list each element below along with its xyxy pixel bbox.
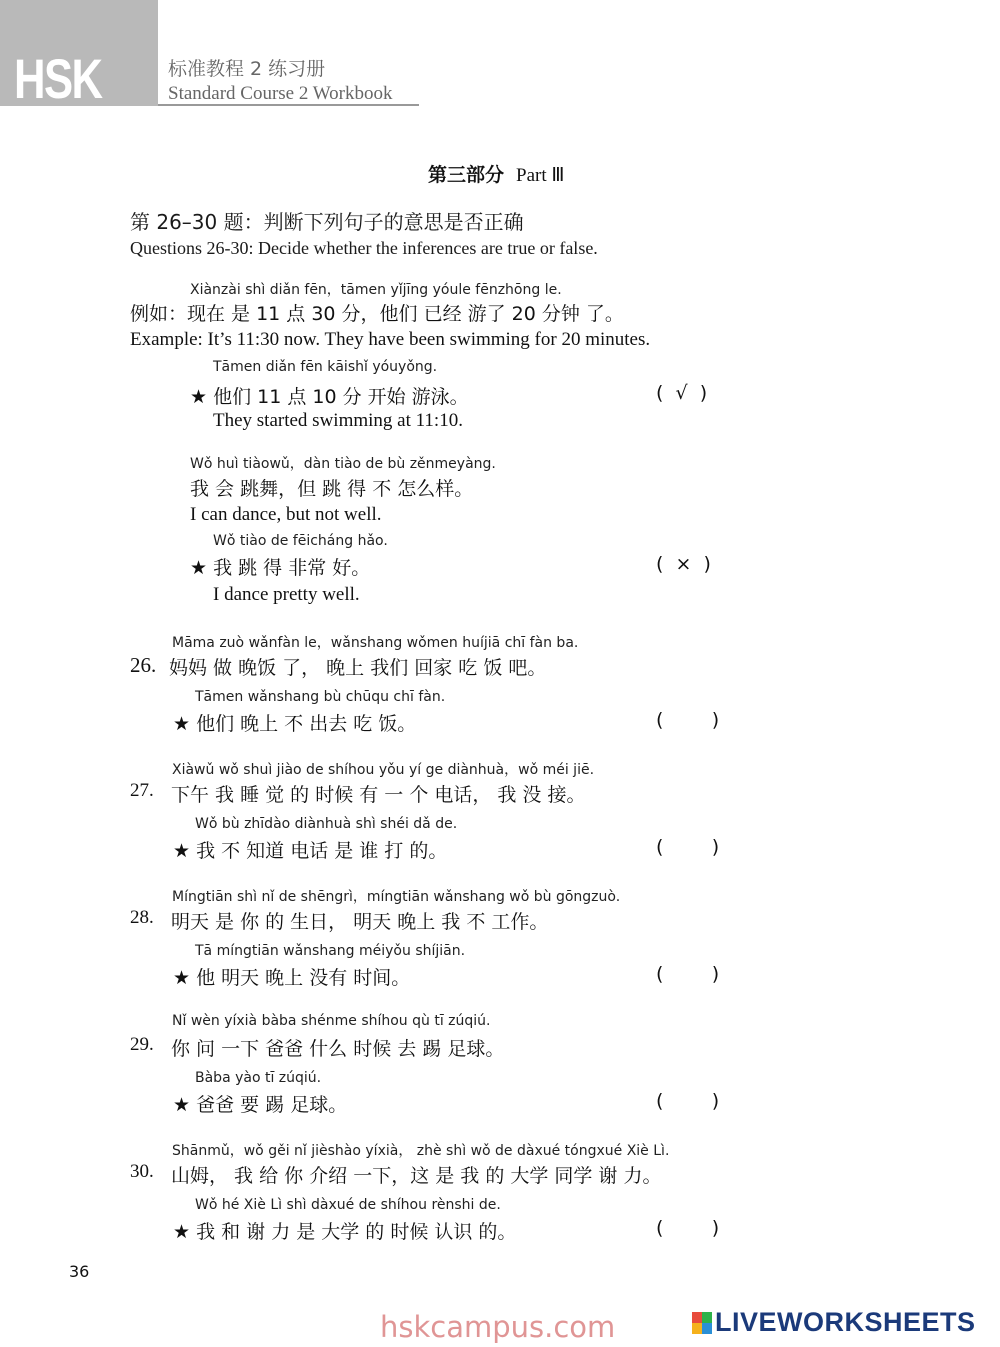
instructions-zh: 第 26–30 题：判断下列句子的意思是否正确 — [130, 210, 524, 234]
example2-star-english: I dance pretty well. — [213, 584, 360, 605]
page-number: 36 — [69, 1262, 90, 1281]
header-title-zh: 标准教程 2 练习册 — [168, 58, 326, 80]
q26-star-pinyin: Tāmen wǎnshang bù chūqu chī fàn. — [195, 689, 446, 705]
q29-pinyin: Nǐ wèn yíxià bàba shénme shíhou qù tī zúqiú. — [172, 1013, 491, 1029]
instructions-en: Questions 26-30: Decide whether the inferences are true or false. — [130, 238, 598, 258]
q30-number: 30. — [130, 1161, 154, 1182]
q30-hanzi: 山姆， 我 给 你 介绍 一下，这 是 我 的 大学 同学 谢 力。 — [171, 1165, 662, 1187]
example2-star-hanzi: ★ 我 跳 得 非常 好。 — [190, 557, 371, 579]
logo-square-1 — [692, 1312, 702, 1323]
q26-pinyin: Māma zuò wǎnfàn le，wǎnshang wǒmen huíjiā chī fàn ba. — [172, 635, 579, 651]
example2-answer-box: ( × ) — [656, 553, 711, 575]
q28-star-hanzi: ★ 他 明天 晚上 没有 时间。 — [173, 967, 411, 989]
q27-star-hanzi: ★ 我 不 知道 电话 是 谁 打 的。 — [173, 840, 448, 862]
example2-pinyin: Wǒ huì tiàowǔ，dàn tiào de bù zěnmeyàng. — [190, 456, 496, 472]
q27-pinyin: Xiàwǔ wǒ shuì jiào de shíhou yǒu yí ge diànhuà，wǒ méi jiē. — [172, 762, 595, 778]
example-answer: √ — [675, 382, 688, 404]
q29-answer-box[interactable]: ( ) — [656, 1090, 720, 1112]
q30-star-hanzi: ★ 我 和 谢 力 是 大学 的 时候 认识 的。 — [173, 1221, 517, 1243]
q28-star-pinyin: Tā míngtiān wǎnshang méiyǒu shíjiān. — [195, 943, 466, 959]
q29-star-hanzi: ★ 爸爸 要 踢 足球。 — [173, 1094, 348, 1116]
q26-answer-box[interactable]: ( ) — [656, 709, 720, 731]
q28-hanzi: 明天 是 你 的 生日， 明天 晚上 我 不 工作。 — [171, 911, 549, 933]
q29-star-pinyin: Bàba yào tī zúqiú. — [195, 1070, 322, 1086]
example2-english: I can dance, but not well. — [190, 504, 382, 525]
example2-hanzi: 我 会 跳舞，但 跳 得 不 怎么样。 — [190, 478, 474, 500]
example-star-hanzi: ★ 他们 11 点 10 分 开始 游泳。 — [190, 386, 469, 408]
example-hanzi: 例如：现在 是 11 点 30 分，他们 已经 游了 20 分钟 了。 — [130, 303, 624, 325]
logo-square-3 — [692, 1323, 702, 1334]
example-star-english: They started swimming at 11:10. — [213, 410, 463, 431]
q28-number: 28. — [130, 907, 154, 928]
header-title-en: Standard Course 2 Workbook — [168, 83, 393, 104]
q30-answer-box[interactable]: ( ) — [656, 1217, 720, 1239]
example-pinyin: Xiànzài shì diǎn fēn，tāmen yǐjīng yóule fēnzhōng le. — [190, 282, 562, 298]
q29-hanzi: 你 问 一下 爸爸 什么 时候 去 踢 足球。 — [171, 1038, 505, 1060]
q27-hanzi: 下午 我 睡 觉 的 时候 有 一 个 电话， 我 没 接。 — [171, 784, 586, 806]
q28-answer-box[interactable]: ( ) — [656, 963, 720, 985]
logo-square-2 — [702, 1312, 712, 1323]
liveworksheets-logo[interactable] — [692, 1307, 976, 1338]
q30-pinyin: Shānmǔ，wǒ gěi nǐ jièshào yíxià， zhè shì wǒ de dàxué tóngxué Xiè Lì. — [172, 1143, 670, 1159]
q26-hanzi: 妈妈 做 晚饭 了， 晚上 我们 回家 吃 饭 吧。 — [169, 657, 547, 679]
part-title — [428, 160, 564, 187]
example-star-pinyin: Tāmen diǎn fēn kāishǐ yóuyǒng. — [213, 359, 438, 375]
watermark-text: hskcampus.com — [380, 1310, 616, 1344]
q27-answer-box[interactable]: ( ) — [656, 836, 720, 858]
q30-star-pinyin: Wǒ hé Xiè Lì shì dàxué de shíhou rènshi de. — [195, 1197, 501, 1213]
q29-number: 29. — [130, 1034, 154, 1055]
q26-star-hanzi: ★ 他们 晚上 不 出去 吃 饭。 — [173, 713, 417, 735]
q27-star-pinyin: Wǒ bù zhīdào diànhuà shì shéi dǎ de. — [195, 816, 458, 832]
liveworksheets-icon — [692, 1312, 712, 1334]
example2-star-pinyin: Wǒ tiào de fēicháng hǎo. — [213, 533, 388, 549]
logo-square-4 — [702, 1323, 712, 1334]
example-english: Example: It’s 11:30 now. They have been swimming for 20 minutes. — [130, 329, 651, 350]
part-title-zh: 第三部分 — [428, 164, 505, 186]
header-underline — [158, 104, 419, 106]
q28-pinyin: Míngtiān shì nǐ de shēngrì，míngtiān wǎnshang wǒ bù gōngzuò. — [172, 889, 621, 905]
q26-number: 26. — [130, 653, 157, 677]
example2-answer: × — [675, 553, 692, 575]
part-title-en: Part Ⅲ — [516, 165, 565, 186]
hsk-logo: HSK — [14, 47, 102, 110]
example-answer-box: ( √ ) — [656, 382, 708, 404]
liveworksheets-wordmark: LIVEWORKSHEETS — [715, 1307, 976, 1337]
q27-number: 27. — [130, 780, 154, 801]
